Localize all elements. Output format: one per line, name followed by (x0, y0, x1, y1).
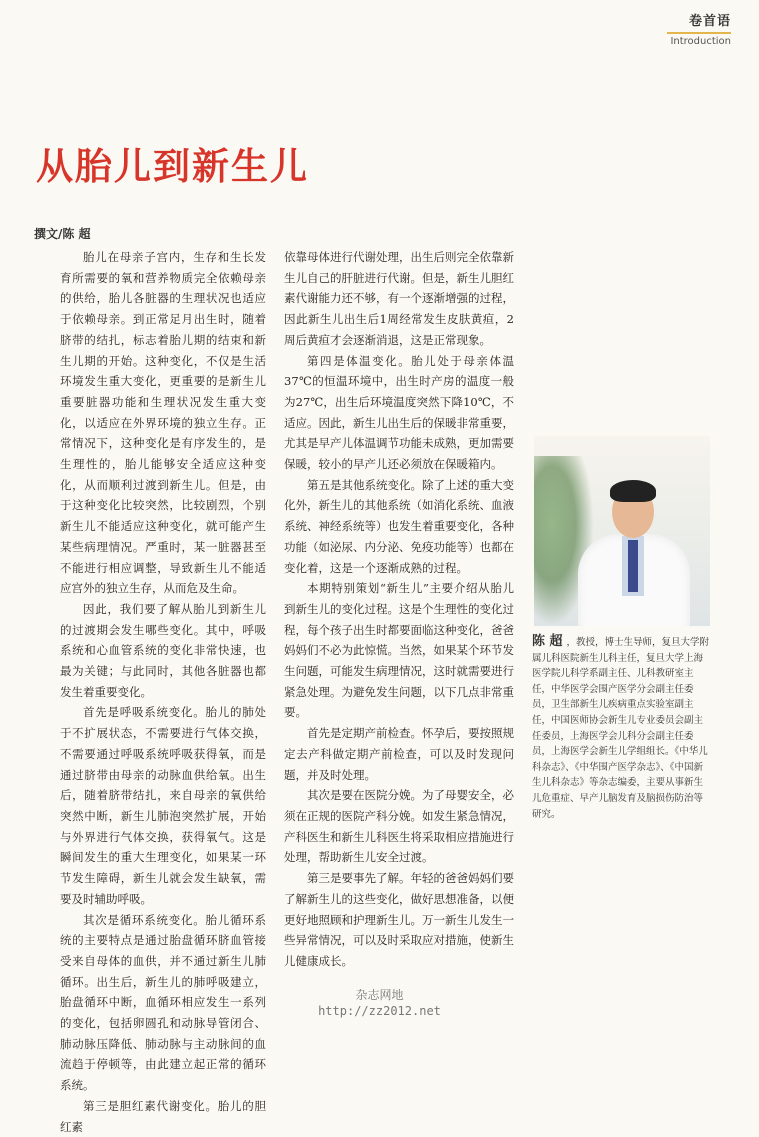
paragraph: 首先是呼吸系统变化。胎儿的肺处于不扩展状态，不需要进行气体交换，不需要通过呼吸系统呼吸获得氧，而是通过脐带由母亲的动脉血供给氧。出生后，随着脐带结扎，来自母亲的氧供给突然中断，新生儿肺泡突然扩展，开始与外界进行气体交换，获得氧气。这是瞬间发生的重大生理变化，如果某一环节发生障碍，新生儿就会发生缺氧，需要及时辅助呼吸。 (60, 705, 266, 906)
paragraph: 首先是定期产前检查。怀孕后，要按照规定去产科做定期产前检查，可以及时发现问题，并及时处理。 (284, 726, 514, 782)
paragraph: 本期特别策划“新生儿”主要介绍从胎儿到新生儿的变化过程。这是个生理性的变化过程，每个孩子出生时都要面临这种变化，爸爸妈妈们不必为此惊慌。当然，如果某个环节发生问题，可能发生病理情况，这时就需要进行紧急处理。为避免发生问题，以下几点非常重要。 (284, 581, 514, 720)
article-byline: 撰文/陈 超 (34, 227, 91, 241)
author-bio (532, 634, 710, 822)
paragraph: 第三是胆红素代谢变化。胎儿的胆红素 (60, 1098, 266, 1134)
photo-hair (610, 480, 656, 502)
author-photo (534, 436, 710, 626)
paragraph: 第三是要事先了解。年轻的爸爸妈妈们要了解新生儿的这些变化，做好思想准备，以便更好地照顾和护理新生儿。万一新生儿发生一些异常情况，可以及时采取应对措施，使新生儿健康成长。 (284, 871, 514, 968)
paragraph: 第五是其他系统变化。除了上述的重大变化外，新生儿的其他系统（如消化系统、血液系统、神经系统等）也发生着重要变化，各种功能（如泌尿、内分泌、免疫功能等）也都在变化着，这是一个逐渐成熟的过程。 (284, 477, 514, 575)
section-label-en: Introduction (670, 36, 731, 47)
article-title: 从胎儿到新生儿 (36, 144, 309, 188)
header-divider (667, 32, 731, 34)
section-header (667, 10, 731, 47)
paragraph: 依靠母体进行代谢处理，出生后则完全依靠新生儿自己的肝脏进行代谢。但是，新生儿胆红素代谢能力还不够，有一个逐渐增强的过程，因此新生儿出生后1周经常发生皮肤黄疸，2周后黄疸才会逐渐消退，这是正常现象。 (284, 250, 514, 347)
paragraph: 因此，我们要了解从胎儿到新生儿的过渡期会发生哪些变化。其中，呼吸系统和心血管系统的变化非常快速，也最为关键；与此同时，其他各脏器也都发生着重要变化。 (60, 601, 266, 699)
watermark-url: http://zz2012.net (318, 1004, 441, 1018)
author-bio-text: ，教授，博士生导师，复旦大学附属儿科医院新生儿科主任，复旦大学上海医学院儿科学系副主任、儿科教研室主任，中华医学会围产医学分会副主任委员，卫生部新生儿疾病重点实验室副主任，中国医师协会新生儿专业委员会副主任委员，上海医学会儿科分会副主任委员，上海医学会新生儿学组组长。《中华儿科杂志》、《中华围产医学杂志》、《中国新生儿科杂志》等杂志编委，主要从事新生儿危重症、早产儿脑发育及脑损伤防治等研究。 (532, 637, 710, 820)
author-name: 陈 超 (532, 634, 563, 649)
watermark-title: 杂志网地 (355, 988, 404, 1002)
article-column-middle (284, 247, 514, 972)
paragraph: 其次是要在医院分娩。为了母婴安全，必须在正规的医院产科分娩。如发生紧急情况，产科医生和新生儿科医生将采取相应措施进行处理，帮助新生儿安全过渡。 (284, 788, 514, 865)
paragraph: 其次是循环系统变化。胎儿循环系统的主要特点是通过胎盘循环脐血管接受来自母体的血供，并不通过新生儿肺循环。出生后，新生儿的肺呼吸建立，胎盘循环中断，血循环相应发生一系列的变化，包括卵圆孔和动脉导管闭合、肺动脉压降低、肺动脉与主动脉间的血流趋于停顿等，由此建立起正常的循环系统。 (60, 912, 266, 1093)
paragraph: 第四是体温变化。胎儿处于母亲体温37℃的恒温环境中，出生时产房的温度一般为27℃，出生后环境温度突然下降10℃，不适应。因此，新生儿出生后的保暖非常重要，尤其是早产儿体温调节功能未成熟，更加需要保暖，较小的早产儿还必须放在保暖箱内。 (284, 353, 514, 472)
photo-tie (628, 540, 638, 592)
section-label-zh: 卷首语 (688, 14, 731, 29)
site-watermark (0, 987, 759, 1019)
paragraph: 胎儿在母亲子宫内，生存和生长发育所需要的氧和营养物质完全依赖母亲的供给，胎儿各脏器的生理状况也适应于依赖母亲。到正常足月出生时，随着脐带的结扎，标志着胎儿期的结束和新生儿期的开始。这种变化，不仅是生活环境发生重大变化，更重要的是新生儿重要脏器功能和生理状况发生重大变化，以适应在外界环境的独立生存。正常情况下，这种变化是有序发生的，是生理性的，胎儿能够安全适应这种变化，从而顺利过渡到新生儿。但是，由于这种变化比较突然，比较剧烈，个别新生儿不能适应这种变化，就可能产生某些病理情况。严重时，某一脏器甚至不能进行相应调整，导致新生儿不能适应宫外的独立生存，从而危及生命。 (60, 250, 266, 596)
